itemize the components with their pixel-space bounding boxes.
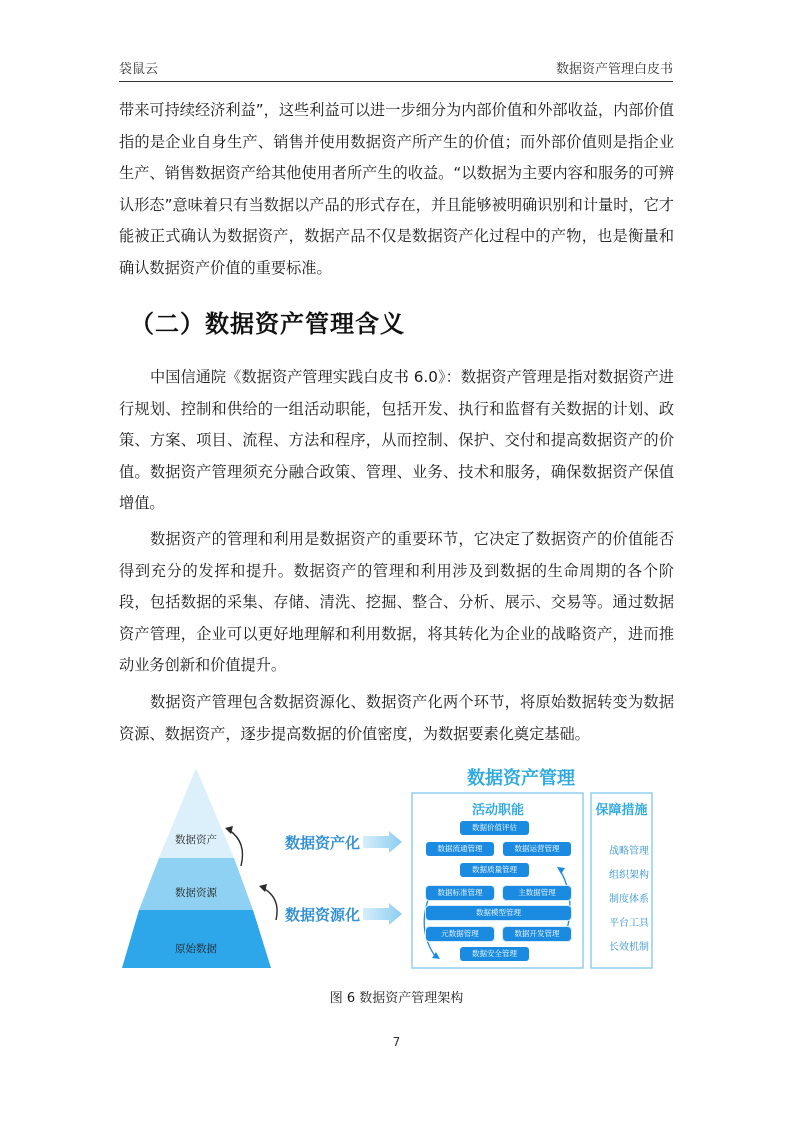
label-resourcization: 数据资源化: [285, 906, 361, 924]
activity-quality: 数据质量管理: [460, 863, 529, 877]
guarantees-title: 保障措施: [595, 803, 648, 818]
arrow-assetization: [363, 831, 402, 853]
pyramid-label-assets: 数据资产: [175, 834, 217, 846]
pyramid-label-resources: 数据资源: [175, 887, 217, 899]
activity-security: 数据安全管理: [460, 947, 529, 961]
paragraph-management-usage: 数据资产的管理和利用是数据资产的重要环节，它决定了数据资产的价值能否得到充分的发挥和提升。数据资产的管理和利用涉及到数据的生命周期的各个阶段，包括数据的采集、存储、清洗、挖掘、整合、分析、展示、交易等。通过数据资产管理，企业可以更好地理解和利用数据，将其转化为企业的战略资产，进而推动业务创新和价值提升。: [119, 530, 674, 674]
label-assetization: 数据资产化: [285, 834, 361, 852]
management-title: 数据资产管理: [467, 768, 575, 789]
header-doc-title: 数据资产管理白皮书: [555, 62, 673, 77]
activities-title: 活动职能: [471, 803, 524, 818]
data-asset-management-figure: [119, 760, 674, 972]
guarantee-platform-tools: 平台工具: [609, 918, 649, 929]
guarantee-organization: 组织架构: [609, 870, 649, 881]
guarantee-system: 制度体系: [609, 894, 649, 905]
guarantee-strategy: 战略管理: [609, 846, 649, 857]
pyramid-label-raw-data: 原始数据: [175, 943, 217, 955]
activity-value-assessment: 数据价值评估: [460, 821, 529, 835]
paragraph-definition: 中国信通院《数据资产管理实践白皮书 6.0》：数据资产管理是指对数据资产进行规划、控制和供给的一组活动职能，包括开发、执行和监督有关数据的计划、政策、方案、项目、流程、方法和程序，从而控制、保护、交付和提高数据资产的价值。数据资产管理须充分融合政策、管理、业务、技术和服务，确保数据资产保值增值。: [119, 368, 674, 512]
activity-operations: 数据运营管理: [503, 842, 571, 856]
activity-master-data: 主数据管理: [503, 886, 571, 900]
pyramid-bottom-layer: [122, 910, 271, 968]
loop-arrow-right-head: [557, 867, 565, 874]
activity-standards: 数据标准管理: [426, 886, 494, 900]
figure-caption: 图 6 数据资产管理架构: [329, 991, 464, 1006]
curved-arrow-lower-head: [259, 884, 267, 892]
paragraph-intro-continued: 带来可持续经济利益”，这些利益可以进一步细分为内部价值和外部收益，内部价值指的是企业自身生产、销售并使用数据资产所产生的价值；而外部价值则是指企业生产、销售数据资产给其他使用者所产生的收益。“以数据为主要内容和服务的可辨认形态”意味着只有当数据以产品的形式存在，并且能够被明确识别和计量时，它才能被正式确认为数据资产，数据产品不仅是数据资产化过程中的产物，也是衡量和确认数据资产价值的重要标准。: [119, 101, 674, 277]
arrow-resourcization: [363, 903, 402, 925]
guarantee-long-term-mechanism: 长效机制: [609, 942, 649, 953]
activities-box: [412, 793, 583, 968]
page-number: 7: [392, 1035, 401, 1049]
curved-arrow-lower: [263, 888, 277, 920]
activity-metadata: 元数据管理: [426, 927, 494, 941]
header-company: 袋鼠云: [119, 62, 159, 77]
activity-circulation: 数据流通管理: [426, 842, 494, 856]
section-title: （二）数据资产管理含义: [130, 310, 405, 338]
activity-model: 数据模型管理: [426, 906, 571, 920]
paragraph-stages: 数据资产管理包含数据资源化、数据资产化两个环节，将原始数据转变为数据资源、数据资产，逐步提高数据的价值密度，为数据要素化奠定基础。: [119, 693, 674, 743]
activity-development: 数据开发管理: [503, 927, 571, 941]
pyramid-middle-layer: [139, 858, 253, 910]
page-header: [119, 55, 673, 82]
